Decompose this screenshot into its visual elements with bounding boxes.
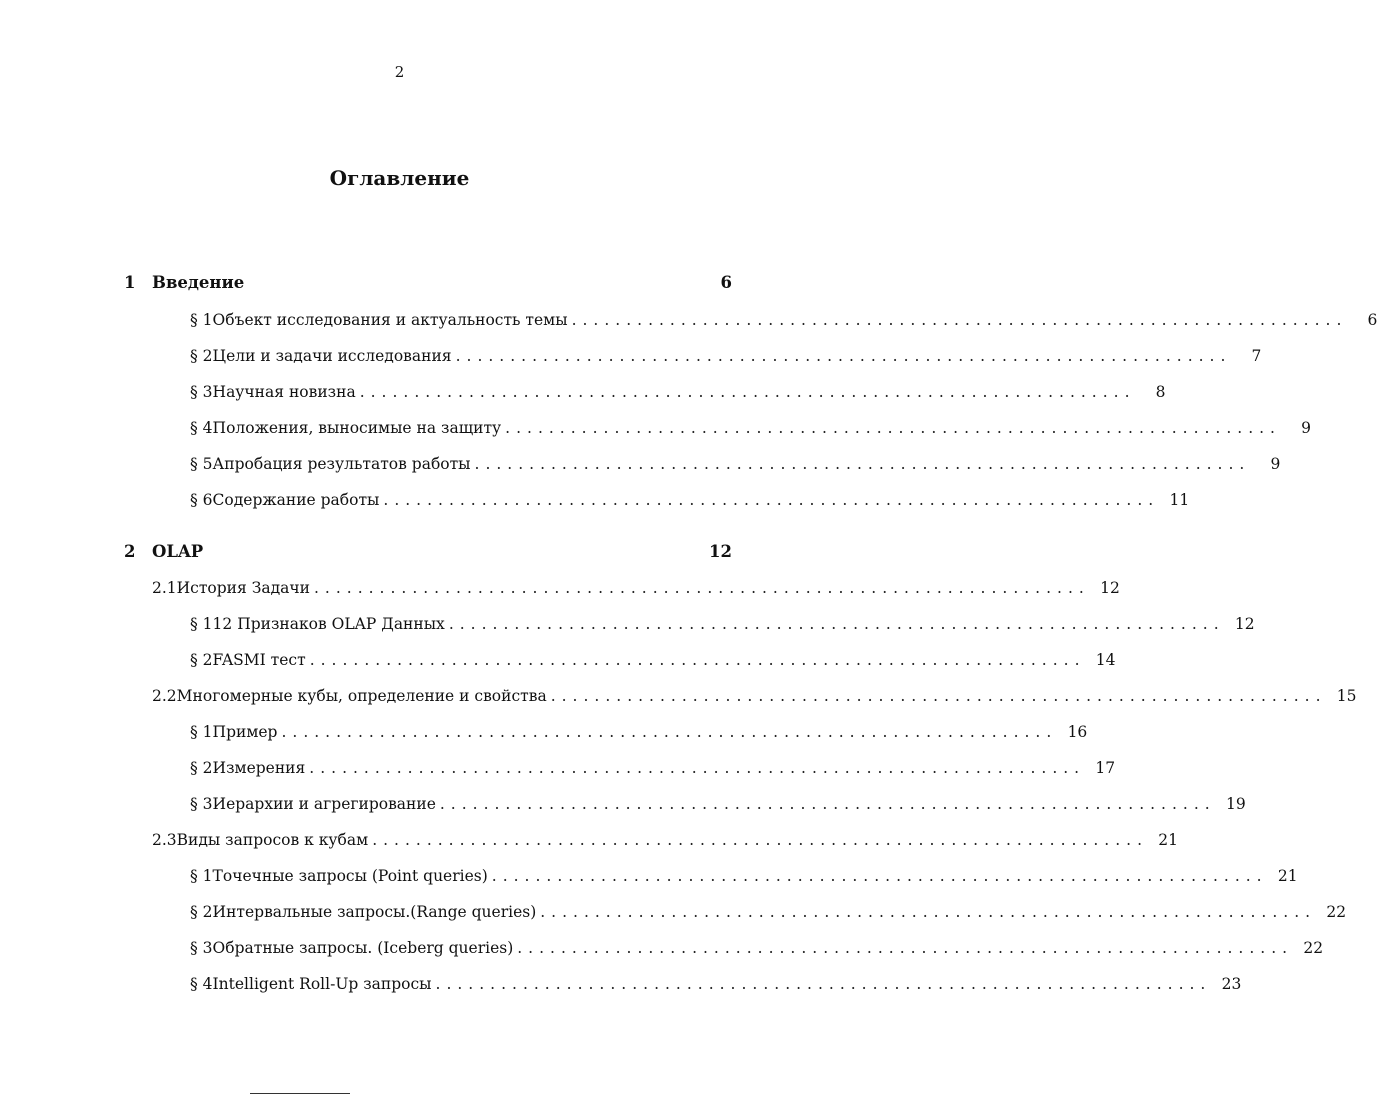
- page-number: 2: [394, 63, 405, 81]
- chapter-title: OLAP: [152, 542, 204, 561]
- paragraph-title: Intelligent Roll-Up запросы: [212, 975, 432, 993]
- toc-paragraph[interactable]: [190, 489, 1190, 511]
- paragraph-page: 22: [1326, 903, 1347, 921]
- paragraph-title: Научная новизна: [212, 383, 356, 401]
- toc-paragraph[interactable]: [190, 973, 1242, 995]
- paragraph-number: § 6: [190, 491, 213, 509]
- leader-dots: .......................................................................: [372, 831, 1149, 849]
- paragraph-number: § 5: [190, 455, 213, 473]
- paragraph-page: 14: [1095, 651, 1116, 669]
- paragraph-number: § 4: [190, 419, 213, 437]
- paragraph-title: Пример: [212, 723, 278, 741]
- toc-paragraph[interactable]: [190, 937, 1324, 959]
- chapter-page: 12: [709, 542, 732, 561]
- leader-dots: .......................................................................: [281, 723, 1058, 741]
- paragraph-number: § 3: [190, 383, 213, 401]
- paragraph-page: 7: [1251, 347, 1262, 365]
- paragraph-number: § 1: [190, 615, 213, 633]
- leader-dots: .......................................................................: [491, 867, 1268, 885]
- leader-dots: .......................................................................: [435, 975, 1212, 993]
- paragraph-number: § 2: [190, 759, 213, 777]
- leader-dots: .......................................................................: [313, 579, 1090, 597]
- toc-paragraph[interactable]: [190, 417, 1311, 439]
- paragraph-title: Интервальные запросы.(Range queries): [212, 903, 537, 921]
- section-title: Виды запросов к кубам: [176, 831, 369, 849]
- paragraph-page: 6: [1367, 311, 1377, 329]
- paragraph-number: § 1: [190, 867, 213, 885]
- toc-paragraph[interactable]: [190, 345, 1262, 367]
- paragraph-number: § 4: [190, 975, 213, 993]
- paragraph-page: 19: [1225, 795, 1246, 813]
- toc-paragraph[interactable]: [190, 721, 1088, 743]
- paragraph-number: § 3: [190, 939, 213, 957]
- section-title: История Задачи: [176, 579, 310, 597]
- paragraph-page: 17: [1095, 759, 1116, 777]
- paragraph-page: 12: [1234, 615, 1255, 633]
- leader-dots: .......................................................................: [448, 615, 1225, 633]
- toc-paragraph[interactable]: [190, 757, 1116, 779]
- chapter-number: 2: [124, 542, 136, 561]
- paragraph-title: Содержание работы: [212, 491, 380, 509]
- section-page: 21: [1158, 831, 1179, 849]
- section-number: 2.3: [152, 831, 177, 849]
- toc-paragraph[interactable]: [190, 613, 1255, 635]
- leader-dots: .......................................................................: [359, 383, 1136, 401]
- paragraph-number: § 3: [190, 795, 213, 813]
- paragraph-number: § 2: [190, 651, 213, 669]
- paragraph-title: Положения, выносимые на защиту: [212, 419, 502, 437]
- leader-dots: .......................................................................: [383, 491, 1160, 509]
- toc-paragraph[interactable]: [190, 381, 1166, 403]
- paragraph-page: 11: [1169, 491, 1190, 509]
- footnote-rule: [250, 1093, 350, 1094]
- paragraph-page: 8: [1155, 383, 1166, 401]
- paragraph-page: 22: [1303, 939, 1324, 957]
- toc-paragraph[interactable]: [190, 793, 1246, 815]
- leader-dots: .......................................................................: [540, 903, 1317, 921]
- paragraph-page: 9: [1301, 419, 1311, 437]
- paragraph-number: § 1: [190, 723, 213, 741]
- chapter-title: Введение: [152, 273, 245, 292]
- paragraph-title: 12 Признаков OLAP Данных: [212, 615, 445, 633]
- leader-dots: .......................................................................: [309, 651, 1086, 669]
- leader-dots: .......................................................................: [309, 759, 1086, 777]
- leader-dots: .......................................................................: [439, 795, 1216, 813]
- leader-dots: .......................................................................: [571, 311, 1348, 329]
- paragraph-title: FASMI тест: [212, 651, 306, 669]
- paragraph-page: 23: [1221, 975, 1242, 993]
- section-title: Многомерные кубы, определение и свойства: [176, 687, 547, 705]
- paragraph-number: § 2: [190, 903, 213, 921]
- toc-chapter-2[interactable]: [124, 541, 732, 563]
- leader-dots: .......................................................................: [505, 419, 1281, 437]
- paragraph-title: Точечные запросы (Point queries): [212, 867, 488, 885]
- leader-dots: .......................................................................: [517, 939, 1294, 957]
- section-number: 2.2: [152, 687, 177, 705]
- toc-chapter-1[interactable]: [124, 272, 732, 294]
- paragraph-page: 21: [1277, 867, 1298, 885]
- toc-section-2-1[interactable]: [152, 577, 1120, 599]
- leader-dots: .......................................................................: [550, 687, 1327, 705]
- paragraph-page: 9: [1270, 455, 1281, 473]
- chapter-number: 1: [124, 273, 136, 292]
- paragraph-title: Объект исследования и актуальность темы: [212, 311, 568, 329]
- chapter-page: 6: [720, 273, 732, 292]
- section-page: 12: [1100, 579, 1120, 597]
- toc-paragraph[interactable]: [190, 649, 1116, 671]
- paragraph-title: Измерения: [212, 759, 306, 777]
- paragraph-title: Иерархии и агрегирование: [212, 795, 436, 813]
- toc-section-2-2[interactable]: [152, 685, 1357, 707]
- leader-dots: .......................................................................: [474, 455, 1251, 473]
- paragraph-number: § 1: [190, 311, 213, 329]
- section-page: 15: [1336, 687, 1357, 705]
- toc-title: Оглавление: [329, 166, 470, 190]
- toc-paragraph[interactable]: [190, 865, 1298, 887]
- section-number: 2.1: [152, 579, 177, 597]
- toc-paragraph[interactable]: [190, 309, 1377, 331]
- toc-paragraph[interactable]: [190, 901, 1347, 923]
- toc-section-2-3[interactable]: [152, 829, 1179, 851]
- leader-dots: .......................................................................: [455, 347, 1232, 365]
- paragraph-number: § 2: [190, 347, 213, 365]
- paragraph-page: 16: [1067, 723, 1088, 741]
- toc-paragraph[interactable]: [190, 453, 1281, 475]
- paragraph-title: Обратные запросы. (Iceberg queries): [212, 939, 514, 957]
- paragraph-title: Апробация результатов работы: [212, 455, 471, 473]
- paragraph-title: Цели и задачи исследования: [212, 347, 452, 365]
